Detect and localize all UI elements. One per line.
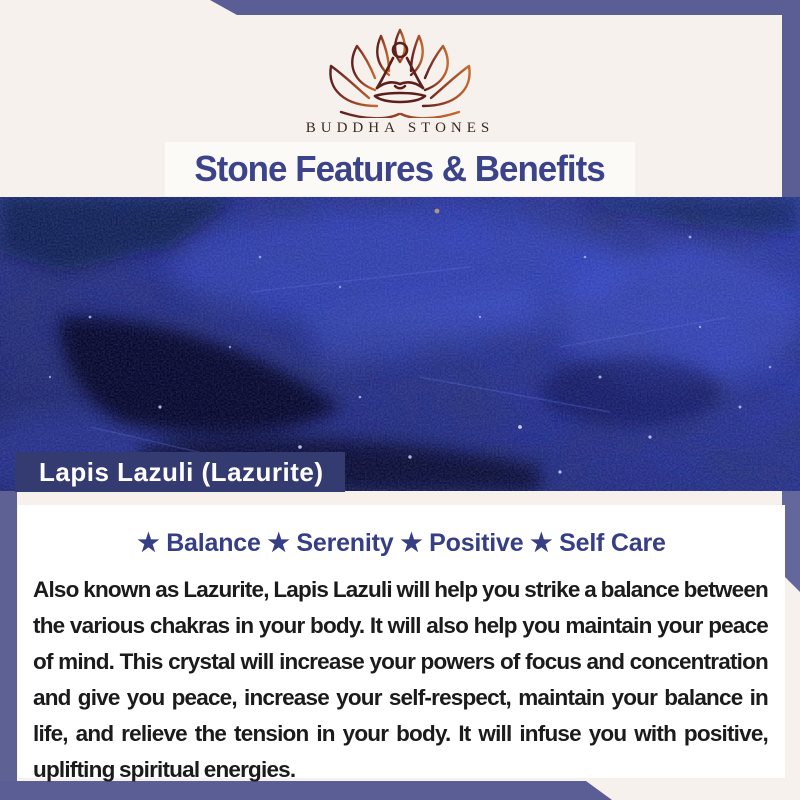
- benefits-keywords: ★ Balance ★ Serenity ★ Positive ★ Self Care: [137, 529, 666, 557]
- stone-description: Also known as Lazurite, Lapis Lazuli will help you strike a balance between the various chakras in your body. It will also help you maintain your peace of mind. This crystal will increase your powers of focus and concentration and give you peace, increase your self-respect, maintain your balance in life, and relieve the tension in your body. It will infuse you with positive, uplifting spiritual energies.: [33, 577, 768, 782]
- stone-name-banner: [15, 452, 345, 492]
- section-header-band: [165, 142, 635, 196]
- brand-name: BUDDHA STONES: [305, 120, 495, 136]
- section-title: Stone Features & Benefits: [194, 148, 606, 189]
- lotus-meditation-icon: [0, 26, 800, 118]
- lapis-lazuli-photo: [0, 197, 800, 491]
- brand-logo: [0, 26, 800, 137]
- top-accent-band: [210, 0, 800, 15]
- stone-name-label: Lapis Lazuli (Lazurite): [39, 456, 324, 487]
- benefits-card: [18, 505, 785, 782]
